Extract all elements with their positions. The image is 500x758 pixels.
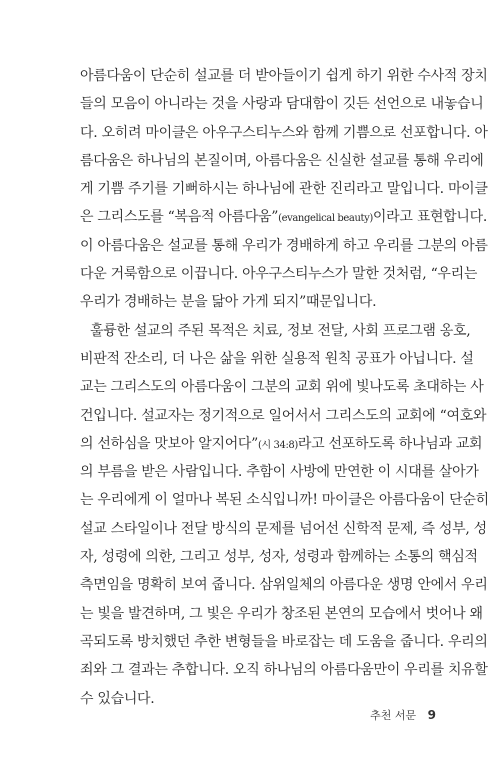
text-line: 설교 스타일이나 전달 방식의 문제를 넘어선 신학적 문제, 즉 성부, 성 bbox=[80, 520, 487, 537]
text-segment: 라고 선포하도록 하나님과 교회 bbox=[297, 435, 483, 452]
text-line: 비판적 잔소리, 더 나은 삶을 위한 실용적 원칙 공표가 아닙니다. 설 bbox=[80, 350, 474, 367]
english-term: (evangelical beauty) bbox=[278, 213, 373, 225]
page-number: 9 bbox=[427, 708, 436, 722]
text-line: 자, 성령에 의한, 그리고 성부, 성자, 성령과 함께하는 소통의 핵심적 bbox=[80, 549, 478, 566]
scripture-citation: (시 34:8) bbox=[258, 439, 298, 451]
text-segment: 은 그리스도를 “복음적 아름다움” bbox=[80, 209, 279, 226]
section-title: 추천 서문 bbox=[370, 709, 417, 722]
text-line: 이 아름다움은 설교를 통해 우리가 경배하게 하고 우리를 그분의 아름 bbox=[80, 237, 488, 254]
text-segment: 이라고 표현합니다. bbox=[372, 209, 487, 226]
text-line: 들의 모음이 아니라는 것을 사랑과 담대함이 깃든 선언으로 내놓습니 bbox=[80, 96, 484, 113]
page-footer bbox=[370, 707, 436, 723]
text-line: 다운 거룩함으로 이끕니다. 아우구스티누스가 말한 것처럼, “우리는 bbox=[80, 266, 478, 283]
text-line: 는 빛을 발견하며, 그 빛은 우리가 창조된 본연의 모습에서 벗어나 왜 bbox=[80, 605, 483, 622]
text-line: 수 있습니다. bbox=[80, 690, 155, 707]
text-line bbox=[80, 430, 483, 458]
text-line: 의 부름을 받은 사람입니다. 추함이 사방에 만연한 이 시대를 살아가 bbox=[80, 464, 479, 481]
text-line: 곡되도록 방치했던 추한 변형들을 바로잡는 데 도움을 줍니다. 우리의 bbox=[80, 633, 488, 650]
text-line: 다. 오히려 마이클은 아우구스티누스와 함께 기쁨으로 선포합니다. 아 bbox=[80, 124, 488, 141]
text-line: 죄와 그 결과는 추합니다. 오직 하나님의 아름다움만이 우리를 치유할 bbox=[80, 662, 488, 679]
text-line: 교는 그리스도의 아름다움이 그분의 교회 위에 빛나도록 초대하는 사 bbox=[80, 379, 484, 396]
text-line: 게 기쁨 주기를 기뻐하시는 하나님에 관한 진리라고 말입니다. 마이클 bbox=[80, 181, 488, 198]
body-text bbox=[80, 62, 489, 713]
text-line: 아름다움이 단순히 설교를 더 받아들이기 쉽게 하기 위한 수사적 장치 bbox=[80, 68, 488, 84]
text-line: 는 우리에게 이 얼마나 복된 소식입니까! 마이클은 아름다움이 단순히 bbox=[80, 492, 489, 509]
text-line: 훌륭한 설교의 주된 목적은 치료, 정보 전달, 사회 프로그램 옹호, bbox=[90, 322, 471, 339]
text-line: 름다움은 하나님의 본질이며, 아름다움은 신실한 설교를 통해 우리에 bbox=[80, 152, 484, 169]
text-line: 측면임을 명확히 보여 줍니다. 삼위일체의 아름다운 생명 안에서 우리 bbox=[80, 577, 488, 594]
text-line: 건입니다. 설교자는 정기적으로 일어서서 그리스도의 교회에 “여호와 bbox=[80, 407, 487, 424]
text-line bbox=[80, 203, 487, 231]
text-segment: 의 선하심을 맛보아 알지어다” bbox=[80, 435, 258, 452]
text-line: 우리가 경배하는 분을 닮아 가게 되지”때문입니다. bbox=[80, 294, 377, 311]
